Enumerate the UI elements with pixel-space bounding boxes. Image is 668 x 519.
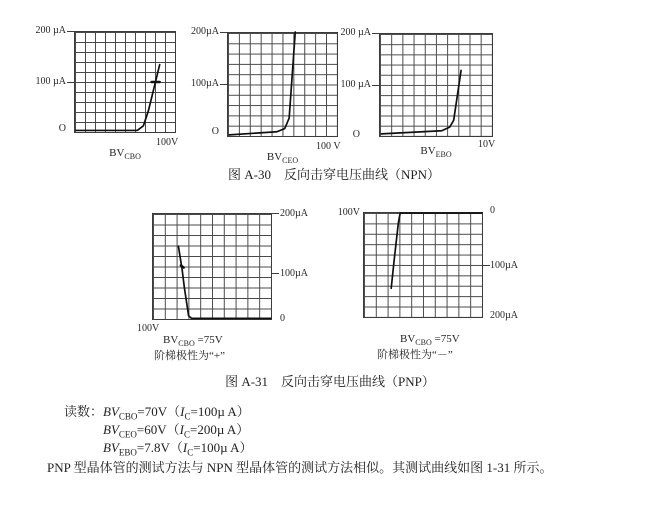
tick-mark — [220, 84, 227, 85]
chart3-xend-label: 10V — [478, 139, 496, 150]
chart5-title — [400, 333, 460, 347]
chart4-title-base: BV — [163, 334, 179, 346]
reading-current: =100µ A） — [190, 404, 250, 419]
chart4-righttop-label: 200µA — [280, 208, 308, 219]
chart5-title-rest: =75V — [431, 333, 460, 345]
chart5-title-base: BV — [400, 333, 416, 345]
chart1-title-sub: CBO — [124, 152, 141, 162]
chart5-righttop-label: 0 — [490, 205, 495, 216]
chart5-rightbottom-label: 200µA — [490, 310, 518, 321]
reading-current: =100µ A） — [193, 440, 253, 455]
chart1-origin-label: O — [58, 123, 66, 134]
chart4-bottomleft-label: 100V — [137, 323, 160, 334]
current-subscript: C — [183, 429, 190, 440]
chart4-title-sub: CBO — [178, 339, 195, 349]
tick-mark — [483, 265, 490, 266]
tick-mark — [220, 32, 227, 33]
current-subscript: C — [184, 411, 191, 422]
chart3-ytop-label: 200 µA — [340, 27, 371, 38]
tick-mark — [372, 85, 379, 86]
figure-a30-caption: 图 A-30 反向击穿电压曲线（NPN） — [228, 167, 440, 182]
breakdown-curve — [76, 65, 160, 131]
chart1-xend-label: 100V — [156, 137, 179, 148]
reading-value: =60V（ — [136, 422, 180, 437]
bv-subscript: EBO — [118, 447, 137, 458]
chart2-title — [227, 151, 338, 165]
chart5-curve — [363, 212, 483, 318]
bv-subscript: CEO — [118, 429, 137, 440]
reading-value: =7.8V（ — [136, 440, 183, 455]
chart2-origin-label: O — [211, 126, 219, 137]
tick-mark — [272, 213, 279, 214]
chart5-polarity-label: 阶梯极性为“－” — [377, 349, 453, 361]
closing-paragraph: PNP 型晶体管的测试方法与 NPN 型晶体管的测试方法相似。其测试曲线如图 1-31 所示。 — [47, 460, 553, 475]
tick-mark — [67, 31, 74, 32]
reading-line-bvebo — [103, 440, 252, 461]
reading-value: =70V（ — [137, 404, 181, 419]
chart5-topleft-label: 100V — [337, 207, 360, 218]
current-subscript: C — [187, 447, 194, 458]
current-symbol: I — [180, 404, 185, 419]
reading-current: =200µ A） — [189, 422, 250, 437]
chart4-rightmid-label: 100µA — [280, 268, 308, 279]
chart2-title-base: BV — [266, 151, 283, 163]
breakdown-curve — [391, 213, 482, 288]
chart4-polarity-label: 阶梯极性为“+” — [154, 350, 225, 362]
breakdown-curve — [229, 32, 295, 135]
chart1-title — [74, 147, 176, 161]
chart3-title-base: BV — [420, 145, 436, 157]
chart2-ytop-label: 200µA — [191, 26, 219, 37]
current-symbol: I — [182, 440, 188, 455]
chart4-title — [163, 334, 223, 348]
chart1-title-base: BV — [109, 147, 125, 159]
breakdown-curve — [381, 70, 461, 133]
chart1-ytop-label: 200 µA — [35, 25, 66, 36]
chart4-rightbottom-label: 0 — [280, 313, 285, 324]
chart1-ymid-label: 100 µA — [35, 76, 66, 87]
chart2-xend-label: 100 V — [316, 141, 341, 152]
chart4-curve — [152, 213, 272, 320]
tick-mark — [67, 82, 74, 83]
chart3-ymid-label: 100 µA — [340, 79, 371, 90]
chart5-title-sub: CBO — [415, 338, 432, 348]
figure-a31-caption: 图 A-31 反向击穿电压曲线（PNP） — [225, 374, 435, 389]
tick-mark — [372, 33, 379, 34]
chart4-title-rest: =75V — [194, 334, 223, 346]
chart3-title-sub: EBO — [435, 150, 452, 160]
chart3-origin-label: O — [352, 129, 360, 140]
bv-subscript: CBO — [118, 411, 138, 422]
chart3-title — [379, 145, 493, 159]
chart5-rightmid-label: 100µA — [490, 260, 518, 271]
chart1-curve — [74, 31, 176, 133]
chart2-title-sub: CEO — [282, 156, 299, 166]
bv-symbol: BV — [103, 404, 119, 419]
current-symbol: I — [179, 422, 184, 437]
bv-symbol: BV — [103, 440, 119, 455]
tick-mark — [272, 273, 279, 274]
readings-label: 读数： — [64, 404, 104, 419]
chart3-curve — [379, 33, 493, 137]
breakdown-curve — [178, 246, 270, 318]
bv-symbol: BV — [103, 422, 119, 437]
chart2-ymid-label: 100µA — [191, 78, 219, 89]
chart2-curve — [227, 32, 338, 137]
